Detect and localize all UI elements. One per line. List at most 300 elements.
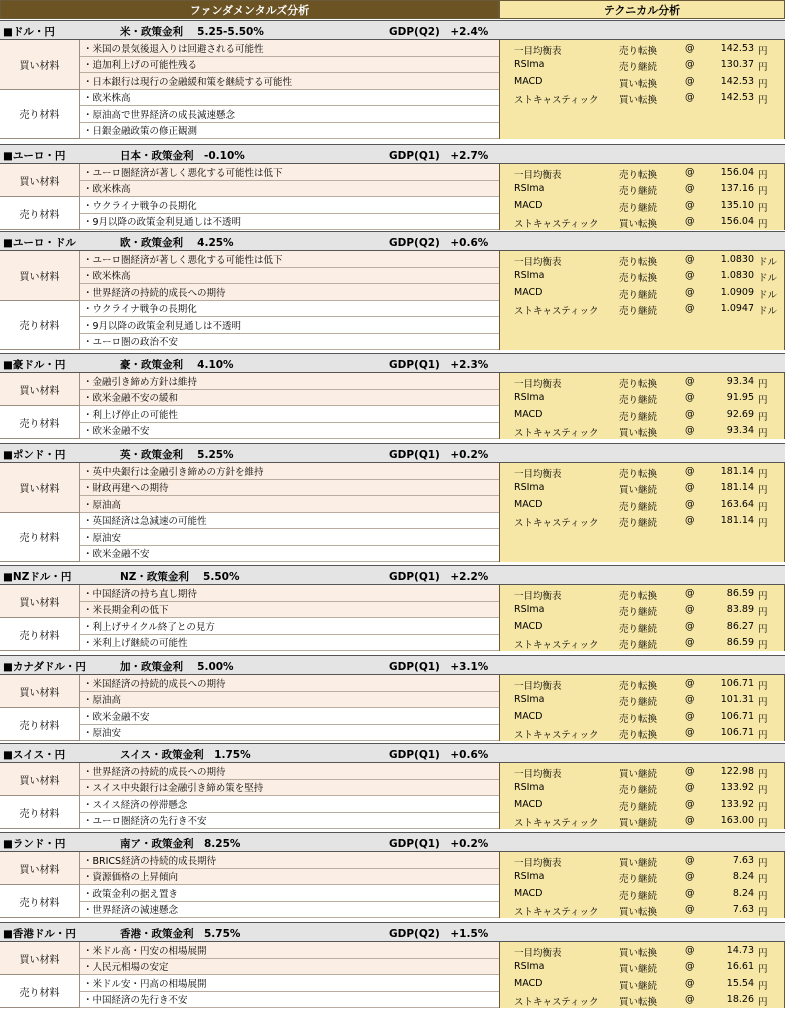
sell-factor: ・欧米金融不安 — [80, 708, 499, 725]
indicator-row — [500, 976, 785, 992]
indicator-row — [500, 74, 785, 90]
indicator-name: 一目均衡表 — [514, 948, 562, 959]
indicator-row — [500, 902, 785, 918]
section-header — [0, 655, 785, 675]
buy-factor: ・人民元相場の安定 — [80, 959, 499, 976]
price-unit: 円 — [758, 713, 768, 725]
indicator-row — [500, 586, 785, 602]
price-unit: 円 — [758, 469, 768, 480]
gdp-growth: GDP(Q1) +2.3% — [389, 359, 489, 371]
indicator-row — [500, 252, 785, 268]
price-unit: 円 — [758, 964, 768, 976]
indicator-signal: 買い継続 — [619, 485, 658, 497]
at-mark: @ — [685, 91, 695, 103]
indicator-name: MACD — [514, 199, 543, 211]
indicator-row — [500, 797, 785, 813]
price-unit: 円 — [758, 62, 768, 74]
currency-section — [0, 353, 785, 439]
indicator-row — [500, 57, 785, 73]
gdp-growth: GDP(Q1) +0.2% — [389, 449, 489, 461]
gdp-growth: GDP(Q1) +2.7% — [389, 150, 489, 162]
sell-label: 売り材料 — [0, 301, 80, 351]
at-mark: @ — [685, 993, 695, 1005]
buy-label: 買い材料 — [0, 251, 80, 301]
indicator-row — [500, 497, 785, 513]
buy-factor: ・米国の景気後退入りは回避される可能性 — [80, 40, 499, 57]
indicator-name: RSIma — [514, 392, 545, 404]
indicator-row — [500, 285, 785, 301]
indicator-row — [500, 301, 785, 317]
price-unit: 円 — [758, 801, 768, 813]
indicator-name: MACD — [514, 408, 543, 420]
sell-factor: ・ウクライナ戦争の長期化 — [80, 301, 499, 318]
technical-header: テクニカル分析 — [499, 0, 785, 19]
indicator-name: MACD — [514, 887, 543, 899]
gdp-growth: GDP(Q2) +0.6% — [389, 237, 489, 249]
indicator-name: RSIma — [514, 183, 545, 195]
buy-factor: ・英中央銀行は金融引き締めの方針を維持 — [80, 463, 499, 480]
indicator-name: RSIma — [514, 694, 545, 706]
indicator-name: ストキャスティック — [514, 517, 599, 529]
at-mark: @ — [685, 961, 695, 973]
indicator-signal: 買い継続 — [619, 817, 658, 829]
indicator-name: RSIma — [514, 871, 545, 883]
indicator-name: 一目均衡表 — [514, 681, 562, 692]
technical-panel — [499, 40, 785, 139]
indicator-price: 101.31 — [720, 694, 754, 706]
at-mark: @ — [685, 183, 695, 195]
indicator-price: 133.92 — [720, 798, 754, 810]
currency-pair: ■ドル・円 — [3, 26, 55, 38]
price-unit: 円 — [758, 858, 768, 869]
indicator-name: ストキャスティック — [514, 729, 599, 741]
at-mark: @ — [685, 392, 695, 404]
price-unit: ドル — [758, 305, 778, 317]
price-unit: 円 — [758, 890, 768, 902]
indicator-name: 一目均衡表 — [514, 769, 562, 780]
sell-factor: ・中国経済の先行き不安 — [80, 992, 499, 1009]
buy-label: 買い材料 — [0, 675, 80, 708]
indicator-name: 一目均衡表 — [514, 858, 562, 869]
indicator-price: 106.71 — [720, 710, 754, 722]
indicator-price: 163.64 — [720, 498, 754, 510]
buy-factor: ・追加利上げの可能性残る — [80, 57, 499, 74]
policy-rate: 香港・政策金利 5.75% — [120, 928, 241, 940]
at-mark: @ — [685, 59, 695, 71]
indicator-row — [500, 198, 785, 214]
section-header — [0, 20, 785, 40]
section-header — [0, 922, 785, 942]
indicator-name: 一目均衡表 — [514, 170, 562, 181]
indicator-price: 83.89 — [726, 604, 754, 616]
indicator-price: 106.71 — [720, 678, 754, 689]
buy-factor: ・BRICS経済の持続的成長期待 — [80, 852, 499, 869]
technical-panel — [499, 373, 785, 439]
sell-label: 売り材料 — [0, 197, 80, 230]
indicator-name: MACD — [514, 977, 543, 989]
sell-factor: ・利上げサイクル終了との見方 — [80, 618, 499, 635]
indicator-signal: 売り転換 — [619, 257, 658, 268]
price-unit: 円 — [758, 379, 768, 390]
price-unit: 円 — [758, 639, 768, 651]
at-mark: @ — [685, 620, 695, 632]
price-unit: 円 — [758, 874, 768, 886]
at-mark: @ — [685, 636, 695, 648]
indicator-signal: 買い転換 — [619, 948, 658, 959]
at-mark: @ — [685, 514, 695, 526]
indicator-name: 一目均衡表 — [514, 257, 562, 268]
indicator-signal: 買い転換 — [619, 427, 658, 439]
indicator-row — [500, 423, 785, 439]
indicator-signal: 売り継続 — [619, 186, 658, 198]
indicator-name: 一目均衡表 — [514, 469, 562, 480]
indicator-name: MACD — [514, 498, 543, 510]
buy-factor: ・資源価格の上昇傾向 — [80, 869, 499, 886]
sell-label: 売り材料 — [0, 406, 80, 439]
indicator-signal: 売り継続 — [619, 62, 658, 74]
indicator-signal: 買い転換 — [619, 94, 658, 106]
at-mark: @ — [685, 424, 695, 436]
at-mark: @ — [685, 945, 695, 956]
indicator-price: 18.26 — [726, 993, 754, 1005]
sell-label: 売り材料 — [0, 90, 80, 140]
gdp-growth: GDP(Q1) +3.1% — [389, 661, 489, 673]
price-unit: 円 — [758, 202, 768, 214]
buy-factor: ・米長期金利の低下 — [80, 602, 499, 619]
at-mark: @ — [685, 75, 695, 87]
sell-factor: ・世界経済の減速懸念 — [80, 902, 499, 919]
price-unit: ドル — [758, 289, 778, 301]
technical-panel — [499, 852, 785, 918]
policy-rate: 豪・政策金利 4.10% — [120, 359, 234, 371]
at-mark: @ — [685, 466, 695, 477]
sell-factor: ・欧米金融不安 — [80, 546, 499, 563]
price-unit: 円 — [758, 501, 768, 513]
indicator-signal: 売り継続 — [619, 697, 658, 709]
buy-label: 買い材料 — [0, 373, 80, 406]
indicator-row — [500, 602, 785, 618]
indicator-price: 1.0909 — [720, 286, 754, 298]
indicator-name: ストキャスティック — [514, 427, 599, 439]
indicator-signal: 買い継続 — [619, 964, 658, 976]
currency-pair: ■ポンド・円 — [3, 449, 66, 461]
indicator-row — [500, 513, 785, 529]
indicator-signal: 売り転換 — [619, 469, 658, 480]
at-mark: @ — [685, 814, 695, 826]
indicator-price: 14.73 — [726, 945, 754, 956]
sell-label: 売り材料 — [0, 618, 80, 651]
indicator-price: 1.0830 — [720, 254, 754, 265]
indicator-row — [500, 635, 785, 651]
currency-section — [0, 20, 785, 139]
currency-section — [0, 832, 785, 918]
indicator-price: 156.04 — [720, 215, 754, 227]
indicator-price: 137.16 — [720, 183, 754, 195]
indicator-signal: 売り継続 — [619, 874, 658, 886]
price-unit: 円 — [758, 729, 768, 741]
indicator-row — [500, 619, 785, 635]
section-header — [0, 144, 785, 164]
at-mark: @ — [685, 694, 695, 706]
indicator-name: 一目均衡表 — [514, 46, 562, 57]
buy-factor: ・世界経済の持続的成長への期待 — [80, 763, 499, 780]
sell-factor: ・ユーロ圏経済の先行き不安 — [80, 813, 499, 830]
indicator-row — [500, 165, 785, 181]
currency-section — [0, 231, 785, 350]
indicator-signal: 売り継続 — [619, 411, 658, 423]
indicator-signal: 売り継続 — [619, 785, 658, 797]
at-mark: @ — [685, 782, 695, 794]
technical-panel — [499, 942, 785, 1008]
indicator-signal: 買い継続 — [619, 980, 658, 992]
at-mark: @ — [685, 588, 695, 599]
sell-factor: ・英国経済は急減速の可能性 — [80, 513, 499, 530]
sell-factor: ・9月以降の政策金利見通しは不透明 — [80, 317, 499, 334]
price-unit: 円 — [758, 395, 768, 407]
price-unit: 円 — [758, 78, 768, 90]
at-mark: @ — [685, 215, 695, 227]
indicator-signal: 買い転換 — [619, 996, 658, 1008]
buy-factor: ・原油高 — [80, 496, 499, 513]
at-mark: @ — [685, 376, 695, 387]
indicator-signal: 売り継続 — [619, 305, 658, 317]
indicator-name: ストキャスティック — [514, 94, 599, 106]
sell-factor: ・欧米株高 — [80, 90, 499, 107]
indicator-name: ストキャスティック — [514, 817, 599, 829]
indicator-price: 181.14 — [720, 514, 754, 526]
at-mark: @ — [685, 482, 695, 494]
policy-rate: 英・政策金利 5.25% — [120, 449, 234, 461]
buy-label: 買い材料 — [0, 942, 80, 975]
price-unit: 円 — [758, 948, 768, 959]
price-unit: 円 — [758, 980, 768, 992]
sell-label: 売り材料 — [0, 796, 80, 829]
buy-label: 買い材料 — [0, 763, 80, 796]
at-mark: @ — [685, 855, 695, 866]
price-unit: 円 — [758, 218, 768, 230]
indicator-signal: 売り継続 — [619, 639, 658, 651]
section-header — [0, 443, 785, 463]
indicator-signal: 売り継続 — [619, 623, 658, 635]
sell-factor: ・日銀金融政策の修正観測 — [80, 123, 499, 140]
currency-section — [0, 655, 785, 741]
indicator-price: 1.0947 — [720, 302, 754, 314]
price-unit: 円 — [758, 46, 768, 57]
indicator-price: 15.54 — [726, 977, 754, 989]
buy-label: 買い材料 — [0, 463, 80, 513]
price-unit: 円 — [758, 785, 768, 797]
indicator-name: 一目均衡表 — [514, 591, 562, 602]
indicator-row — [500, 853, 785, 869]
indicator-row — [500, 869, 785, 885]
indicator-price: 7.63 — [732, 855, 754, 866]
indicator-row — [500, 692, 785, 708]
at-mark: @ — [685, 798, 695, 810]
indicator-price: 8.24 — [732, 887, 754, 899]
indicator-row — [500, 268, 785, 284]
indicator-price: 7.63 — [732, 903, 754, 915]
indicator-row — [500, 992, 785, 1008]
currency-pair: ■ランド・円 — [3, 838, 66, 850]
buy-factor: ・ユーロ圏経済が著しく悪化する可能性は低下 — [80, 164, 499, 181]
sell-factor: ・欧米金融不安 — [80, 423, 499, 440]
indicator-row — [500, 676, 785, 692]
currency-pair: ■香港ドル・円 — [3, 928, 76, 940]
indicator-signal: 買い転換 — [619, 218, 658, 230]
indicator-price: 92.69 — [726, 408, 754, 420]
technical-panel — [499, 251, 785, 350]
sell-factor: ・政策金利の据え置き — [80, 885, 499, 902]
indicator-price: 142.53 — [720, 75, 754, 87]
indicator-row — [500, 709, 785, 725]
indicator-price: 133.92 — [720, 782, 754, 794]
price-unit: 円 — [758, 697, 768, 709]
sell-factor: ・原油高で世界経済の成長減速懸念 — [80, 106, 499, 123]
indicator-signal: 売り継続 — [619, 202, 658, 214]
indicator-row — [500, 780, 785, 796]
at-mark: @ — [685, 977, 695, 989]
indicator-signal: 買い転換 — [619, 78, 658, 90]
indicator-signal: 売り継続 — [619, 289, 658, 301]
indicator-row — [500, 725, 785, 741]
indicator-name: MACD — [514, 798, 543, 810]
technical-panel — [499, 164, 785, 230]
buy-factor: ・金融引き締め方針は維持 — [80, 373, 499, 390]
indicator-name: RSIma — [514, 482, 545, 494]
at-mark: @ — [685, 270, 695, 282]
price-unit: 円 — [758, 186, 768, 198]
gdp-growth: GDP(Q1) +0.2% — [389, 838, 489, 850]
section-header — [0, 832, 785, 852]
price-unit: 円 — [758, 427, 768, 439]
indicator-signal: 買い継続 — [619, 858, 658, 869]
sell-factor: ・米利上げ継続の可能性 — [80, 635, 499, 652]
gdp-growth: GDP(Q2) +1.5% — [389, 928, 489, 940]
indicator-signal: 売り転換 — [619, 591, 658, 602]
indicator-price: 135.10 — [720, 199, 754, 211]
price-unit: 円 — [758, 591, 768, 602]
indicator-row — [500, 390, 785, 406]
price-unit: 円 — [758, 623, 768, 635]
sell-factor: ・ユーロ圏の政治不安 — [80, 334, 499, 351]
price-unit: 円 — [758, 607, 768, 619]
buy-factor: ・原油高 — [80, 692, 499, 709]
at-mark: @ — [685, 710, 695, 722]
sell-label: 売り材料 — [0, 975, 80, 1008]
indicator-name: ストキャスティック — [514, 218, 599, 230]
at-mark: @ — [685, 498, 695, 510]
indicator-price: 142.53 — [720, 43, 754, 54]
at-mark: @ — [685, 726, 695, 738]
buy-label: 買い材料 — [0, 852, 80, 885]
price-unit: 円 — [758, 906, 768, 918]
buy-factor: ・財政再建への期待 — [80, 480, 499, 497]
indicator-row — [500, 943, 785, 959]
indicator-price: 106.71 — [720, 726, 754, 738]
sell-label: 売り材料 — [0, 513, 80, 563]
indicator-name: MACD — [514, 286, 543, 298]
at-mark: @ — [685, 604, 695, 616]
policy-rate: NZ・政策金利 5.50% — [120, 571, 240, 583]
at-mark: @ — [685, 43, 695, 54]
currency-section — [0, 922, 785, 1008]
sell-factor: ・ウクライナ戦争の長期化 — [80, 197, 499, 214]
price-unit: ドル — [758, 273, 778, 285]
sell-label: 売り材料 — [0, 708, 80, 741]
currency-section — [0, 565, 785, 651]
indicator-signal: 売り継続 — [619, 890, 658, 902]
indicator-price: 86.27 — [726, 620, 754, 632]
indicator-row — [500, 813, 785, 829]
technical-panel — [499, 763, 785, 829]
at-mark: @ — [685, 408, 695, 420]
indicator-price: 163.00 — [720, 814, 754, 826]
policy-rate: 欧・政策金利 4.25% — [120, 237, 234, 249]
sell-factor: ・原油安 — [80, 725, 499, 742]
sell-factor: ・利上げ停止の可能性 — [80, 406, 499, 423]
currency-pair: ■ユーロ・円 — [3, 150, 66, 162]
fundamentals-header: ファンダメンタルズ分析 — [0, 0, 499, 19]
indicator-price: 93.34 — [726, 376, 754, 387]
policy-rate: 日本・政策金利 -0.10% — [120, 150, 245, 162]
indicator-row — [500, 407, 785, 423]
indicator-name: ストキャスティック — [514, 996, 599, 1008]
price-unit: 円 — [758, 94, 768, 106]
policy-rate: 南ア・政策金利 8.25% — [120, 838, 241, 850]
indicator-row — [500, 464, 785, 480]
currency-pair: ■カナダドル・円 — [3, 661, 86, 673]
buy-label: 買い材料 — [0, 585, 80, 618]
indicator-signal: 売り転換 — [619, 713, 658, 725]
gdp-growth: GDP(Q1) +0.6% — [389, 749, 489, 761]
at-mark: @ — [685, 678, 695, 689]
indicator-row — [500, 959, 785, 975]
sell-label: 売り材料 — [0, 885, 80, 918]
currency-pair: ■NZドル・円 — [3, 571, 72, 583]
indicator-price: 142.53 — [720, 91, 754, 103]
price-unit: 円 — [758, 411, 768, 423]
policy-rate: スイス・政策金利 1.75% — [120, 749, 251, 761]
indicator-name: ストキャスティック — [514, 639, 599, 651]
indicator-name: RSIma — [514, 270, 545, 282]
indicator-signal: 売り転換 — [619, 729, 658, 741]
indicator-row — [500, 214, 785, 230]
technical-panel — [499, 675, 785, 741]
price-unit: ドル — [758, 257, 778, 268]
currency-pair: ■ユーロ・ドル — [3, 237, 76, 249]
buy-label: 買い材料 — [0, 164, 80, 197]
indicator-price: 181.14 — [720, 482, 754, 494]
buy-factor: ・中国経済の持ち直し期待 — [80, 585, 499, 602]
sell-factor: ・原油安 — [80, 529, 499, 546]
technical-panel — [499, 585, 785, 651]
section-header — [0, 565, 785, 585]
price-unit: 円 — [758, 996, 768, 1008]
indicator-name: MACD — [514, 710, 543, 722]
indicator-price: 86.59 — [726, 636, 754, 648]
indicator-signal: 売り転換 — [619, 681, 658, 692]
buy-factor: ・米ドル高・円安の相場展開 — [80, 942, 499, 959]
price-unit: 円 — [758, 517, 768, 529]
price-unit: 円 — [758, 817, 768, 829]
indicator-price: 93.34 — [726, 424, 754, 436]
indicator-signal: 買い継続 — [619, 769, 658, 780]
indicator-price: 130.37 — [720, 59, 754, 71]
indicator-signal: 売り転換 — [619, 273, 658, 285]
section-header — [0, 743, 785, 763]
buy-factor: ・欧米株高 — [80, 268, 499, 285]
indicator-price: 181.14 — [720, 466, 754, 477]
